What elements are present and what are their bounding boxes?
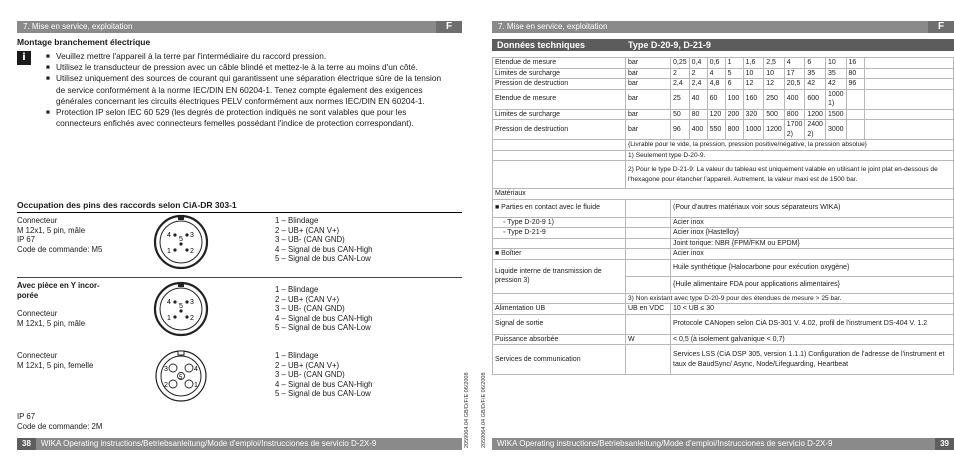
page-footer xyxy=(17,438,462,450)
electrical-label: Puissance absorbée xyxy=(493,334,626,345)
range-value: 0,6 xyxy=(707,58,725,69)
range-row xyxy=(493,68,954,79)
note-text: 1) Seulement type D-20-9. xyxy=(626,150,954,161)
range-value: 50 xyxy=(671,109,690,120)
range-value: 1 xyxy=(725,58,743,69)
signal-item: 5 – Signal de bus CAN-Low xyxy=(275,323,371,332)
section-header-text: 7. Mise en service, exploitation xyxy=(23,22,133,31)
range-value: 600 xyxy=(805,89,826,109)
info-icon: i xyxy=(17,51,31,65)
range-value: 16 xyxy=(846,58,864,69)
materials-label: Liquide interne de transmission de pression 3) xyxy=(493,259,626,293)
range-value: 10 xyxy=(825,58,846,69)
range-row xyxy=(493,89,954,109)
materials-value: {Huile alimentaire FDA pour applications alimentaires} xyxy=(671,276,954,293)
range-value: 1200 xyxy=(764,120,785,140)
note-row xyxy=(493,140,954,151)
connector-row-2 xyxy=(17,281,462,341)
range-value: 96 xyxy=(671,120,690,140)
signal-item: 4 – Signal de bus CAN-High xyxy=(275,379,373,389)
signal-list xyxy=(275,285,455,333)
materials-value: (Pour d'autres matériaux voir sous séparateurs WIKA) xyxy=(671,199,954,217)
pin-label: 2 xyxy=(190,315,194,322)
title-pins: Occupation des pins des raccords selon CiA-DR 303-1 xyxy=(17,200,237,210)
side-code: 2059064.04 GB/D/F/E 06/2008 xyxy=(481,372,487,448)
range-value: 35 xyxy=(805,68,826,79)
connector-male-diagram xyxy=(153,281,209,337)
range-label: Limites de surcharge xyxy=(493,68,626,79)
range-value: 1000 xyxy=(743,120,764,140)
electrical-value: Services LSS (CiA DSP 305, version 1.1.1) Configuration de l'adresse de l'instrument et taux de BaudSync/ Async, Node/Lifeguarding, Heartbeat xyxy=(671,345,954,375)
materials-row xyxy=(493,238,954,249)
materials-row xyxy=(493,199,954,217)
range-value: 200 xyxy=(725,109,743,120)
range-row xyxy=(493,58,954,69)
electrical-row xyxy=(493,334,954,345)
range-value: 4 xyxy=(784,58,805,69)
materials-value: Huile synthétique {Halocarbone pour exécution oxygène} xyxy=(671,259,954,276)
range-value: 42 xyxy=(825,79,846,90)
signal-item: 5 – Signal de bus CAN-Low xyxy=(275,254,371,263)
range-value: 80 xyxy=(689,109,707,120)
range-value: 550 xyxy=(707,120,725,140)
title-montage: Montage branchement électrique xyxy=(17,37,151,47)
materials-header-row xyxy=(493,189,954,200)
signal-item: 3 – UB- (CAN GND) xyxy=(275,235,345,244)
connector-line: M 12x1, 5 pin, femelle xyxy=(17,360,94,370)
footer-text: WIKA Operating instructions/Betriebsanleitung/Mode d'emploi/Instrucciones de servicio D-2X-9 xyxy=(497,439,833,448)
signal-item: 2 – UB+ (CAN V+) xyxy=(275,294,340,304)
range-unit: bar xyxy=(626,109,671,120)
range-value xyxy=(846,120,864,140)
electrical-unit xyxy=(626,314,671,334)
signal-item: 1 – Blindage xyxy=(275,216,319,225)
electrical-value: < 0,5 (à isolement galvanique < 0,7) xyxy=(671,334,954,345)
bullet-item: ■ Protection IP selon IEC 60 529 (les degrés de protection indiqués ne sont valables que pour les connecteurs enfichés avec connecteurs femelles possédant l'indice de protection correspondant). xyxy=(46,107,446,129)
range-unit: bar xyxy=(626,120,671,140)
range-value: 800 xyxy=(725,120,743,140)
range-value xyxy=(846,89,864,109)
connector-row-1 xyxy=(17,216,462,276)
note-text: 3) Non existant avec type D-20-9 pour des étendues de mesure > 25 bar. xyxy=(626,293,954,304)
page-number: 38 xyxy=(17,438,36,450)
range-value: 20,5 xyxy=(784,79,805,90)
left-page xyxy=(0,0,470,471)
connector-label-bottom xyxy=(17,412,137,431)
pin-label: 2 xyxy=(164,382,168,389)
pin-label: 3 xyxy=(164,366,168,373)
materials-value: Joint torique: NBR {FPM/FKM ou EPDM} xyxy=(671,238,954,249)
electrical-row xyxy=(493,304,954,315)
pin-label: 5 xyxy=(179,375,183,381)
range-row xyxy=(493,109,954,120)
range-value: 5 xyxy=(725,68,743,79)
language-letter: F xyxy=(928,21,954,33)
signal-item: 2 – UB+ (CAN V+) xyxy=(275,360,340,370)
signal-list xyxy=(275,216,455,264)
range-label: Limites de surcharge xyxy=(493,109,626,120)
note-row xyxy=(493,293,954,304)
materials-row xyxy=(493,249,954,260)
bullet-item: ■ Utilisez le transducteur de pression avec un câble blindé et mettez-le à la terre au moins d'un côté. xyxy=(46,62,446,73)
range-value: 400 xyxy=(689,120,707,140)
right-page xyxy=(492,0,954,471)
connector-line: IP 67 xyxy=(17,412,36,421)
pin-label: 3 xyxy=(190,299,194,306)
materials-row xyxy=(493,259,954,276)
range-value: 1200 xyxy=(805,109,826,120)
electrical-label: Services de communication xyxy=(493,345,626,375)
pin-label: 4 xyxy=(167,299,171,306)
range-filler xyxy=(864,89,953,109)
section-title: Données techniques xyxy=(497,40,586,50)
range-value: 800 xyxy=(784,109,805,120)
divider xyxy=(17,277,462,278)
electrical-value: 10 < UB ≤ 30 xyxy=(671,304,954,315)
range-value: 10 xyxy=(764,68,785,79)
signal-item: 3 – UB- (CAN GND) xyxy=(275,304,345,313)
connector-line: Connecteur xyxy=(17,309,58,318)
range-unit: bar xyxy=(626,89,671,109)
range-value: 100 xyxy=(725,89,743,109)
pin-label: 1 xyxy=(167,248,171,255)
divider xyxy=(17,212,462,213)
pin-label: 5 xyxy=(179,303,183,310)
range-filler xyxy=(864,79,953,90)
materials-value: Acier inox xyxy=(671,217,954,228)
materials-row xyxy=(493,228,954,239)
side-code: 2059064.04 GB/D/F/E 06/2008 xyxy=(464,372,470,448)
pin-label: 4 xyxy=(194,366,198,373)
range-value: 160 xyxy=(743,89,764,109)
range-unit: bar xyxy=(626,68,671,79)
electrical-unit xyxy=(626,345,671,375)
range-value: 120 xyxy=(707,109,725,120)
range-value: 250 xyxy=(764,89,785,109)
range-value: 1,6 xyxy=(743,58,764,69)
range-value: 2 xyxy=(671,68,690,79)
materials-label: ◦ Type D-20-9 1) xyxy=(493,217,626,228)
connector-label xyxy=(17,216,137,254)
electrical-row xyxy=(493,314,954,334)
range-value: 25 xyxy=(671,89,690,109)
signal-item: 1 – Blindage xyxy=(275,351,319,360)
note-text: {Livrable pour le vide, la pression, pression positive/négative, la pression absolue} xyxy=(626,140,954,151)
electrical-unit: W xyxy=(626,334,671,345)
bullet-item: ■ Veuillez mettre l'appareil à la terre par l'intermédiaire du raccord pression. xyxy=(46,51,446,62)
signal-list xyxy=(275,351,455,399)
range-label: Etendue de mesure xyxy=(493,58,626,69)
materials-label: ◦ Type D-21-9 xyxy=(493,228,626,239)
range-value: 320 xyxy=(743,109,764,120)
materials-row xyxy=(493,217,954,228)
connector-title: Avec pièce en Y incor- xyxy=(17,281,100,290)
connector-line: Connecteur xyxy=(17,216,58,225)
page-footer xyxy=(492,438,954,450)
signal-item: 2 – UB+ (CAN V+) xyxy=(275,225,340,235)
range-label: Pression de destruction xyxy=(493,79,626,90)
connector-label xyxy=(17,281,137,328)
range-value: 17 xyxy=(784,68,805,79)
note-text: 2) Pour le type D-21-9: La valeur du tableau est uniquement valable en utilisant le joint plat en-dessous de l'hexagone pour étancher l'appareil. Autrement, la valeur maxi est de 1500 bar. xyxy=(626,161,954,189)
footer-text: WIKA Operating instructions/Betriebsanleitung/Mode d'emploi/Instrucciones de servicio D-2X-9 xyxy=(40,439,377,448)
connector-line: IP 67 xyxy=(17,235,36,244)
range-value: 6 xyxy=(805,58,826,69)
range-row xyxy=(493,120,954,140)
range-value: 2400 2) xyxy=(805,120,826,140)
range-value: 10 xyxy=(743,68,764,79)
range-value: 40 xyxy=(689,89,707,109)
range-value: 1700 2) xyxy=(784,120,805,140)
materials-label: ■ Boîtier xyxy=(493,249,626,260)
connector-line: Connecteur xyxy=(17,351,58,360)
connector-line: M 12x1, 5 pin, mâle xyxy=(17,225,86,235)
signal-item: 4 – Signal de bus CAN-High xyxy=(275,313,373,323)
tech-data-table xyxy=(492,57,954,375)
pin-label: 2 xyxy=(190,248,194,255)
section-header xyxy=(17,21,462,33)
range-value xyxy=(846,109,864,120)
range-value: 60 xyxy=(707,89,725,109)
range-value: 3000 xyxy=(825,120,846,140)
connector-line: Code de commande: M5 xyxy=(17,244,103,254)
range-value: 6 xyxy=(725,79,743,90)
range-filler xyxy=(864,68,953,79)
range-value: 42 xyxy=(805,79,826,90)
range-filler xyxy=(864,109,953,120)
note-row xyxy=(493,150,954,161)
materials-title: Matériaux xyxy=(493,189,954,200)
range-value: 2,5 xyxy=(764,58,785,69)
range-value: 12 xyxy=(764,79,785,90)
range-value: 500 xyxy=(764,109,785,120)
range-value: 12 xyxy=(743,79,764,90)
range-value: 96 xyxy=(846,79,864,90)
note-row xyxy=(493,161,954,189)
range-value: 80 xyxy=(846,68,864,79)
signal-item: 3 – UB- (CAN GND) xyxy=(275,370,345,379)
signal-item: 1 – Blindage xyxy=(275,285,319,294)
range-value: 4,8 xyxy=(707,79,725,90)
range-row xyxy=(493,79,954,90)
range-label: Etendue de mesure xyxy=(493,89,626,109)
range-value: 400 xyxy=(784,89,805,109)
range-value: 2,4 xyxy=(671,79,690,90)
connector-female-diagram xyxy=(153,348,209,404)
bullet-list xyxy=(46,51,446,129)
range-value: 1000 1) xyxy=(825,89,846,109)
page-number: 39 xyxy=(935,438,954,450)
range-value: 0,25 xyxy=(671,58,690,69)
signal-item: 4 – Signal de bus CAN-High xyxy=(275,244,373,254)
pin-label: 3 xyxy=(190,232,194,239)
pin-label: 1 xyxy=(167,315,171,322)
connector-label xyxy=(17,351,137,370)
electrical-row xyxy=(493,345,954,375)
section-type: Type D-20-9, D-21-9 xyxy=(628,40,711,50)
pin-label: 5 xyxy=(179,236,183,243)
electrical-unit: UB en VDC xyxy=(626,304,671,315)
connector-row-3 xyxy=(17,351,462,431)
range-label: Pression de destruction xyxy=(493,120,626,140)
section-header-text: 7. Mise en service, exploitation xyxy=(498,22,608,31)
tech-data-title-bar xyxy=(492,39,954,51)
materials-value: Acier inox xyxy=(671,249,954,260)
range-filler xyxy=(864,58,953,69)
materials-value: Acier inox {Hastelloy} xyxy=(671,228,954,239)
connector-line: M 12x1, 5 pin, mâle xyxy=(17,318,86,328)
range-unit: bar xyxy=(626,58,671,69)
electrical-label: Alimentation UB xyxy=(493,304,626,315)
connector-title: porée xyxy=(17,290,39,300)
range-value: 2,4 xyxy=(689,79,707,90)
range-value: 1500 xyxy=(825,109,846,120)
range-unit: bar xyxy=(626,79,671,90)
section-header xyxy=(492,21,954,33)
connector-line: Code de commande: 2M xyxy=(17,421,103,431)
connector-male-diagram xyxy=(153,214,209,270)
range-filler xyxy=(864,120,953,140)
bullet-item: ■ Utilisez uniquement des sources de courant qui garantissent une séparation électrique sûre de la tension de service conformément à la norme IEC/DIN EN 60204-1. Tenez compte également des exigences générales concernant les circuits électriques PELV conformément aux normes IEC/DIN EN 60204-1. xyxy=(46,73,446,107)
pin-label: 1 xyxy=(194,382,198,389)
electrical-label: Signal de sortie xyxy=(493,314,626,334)
signal-item: 5 – Signal de bus CAN-Low xyxy=(275,389,371,398)
range-value: 35 xyxy=(825,68,846,79)
range-value: 4 xyxy=(707,68,725,79)
pin-label: 4 xyxy=(167,232,171,239)
electrical-value: Protocole CANopen selon CiA DS-301 V. 4.02, profil de l'instrument DS-404 V. 1.2 xyxy=(671,314,954,334)
range-value: 0,4 xyxy=(689,58,707,69)
language-letter: F xyxy=(436,21,462,33)
materials-label: ■ Parties en contact avec le fluide xyxy=(493,199,626,217)
range-value: 2 xyxy=(689,68,707,79)
